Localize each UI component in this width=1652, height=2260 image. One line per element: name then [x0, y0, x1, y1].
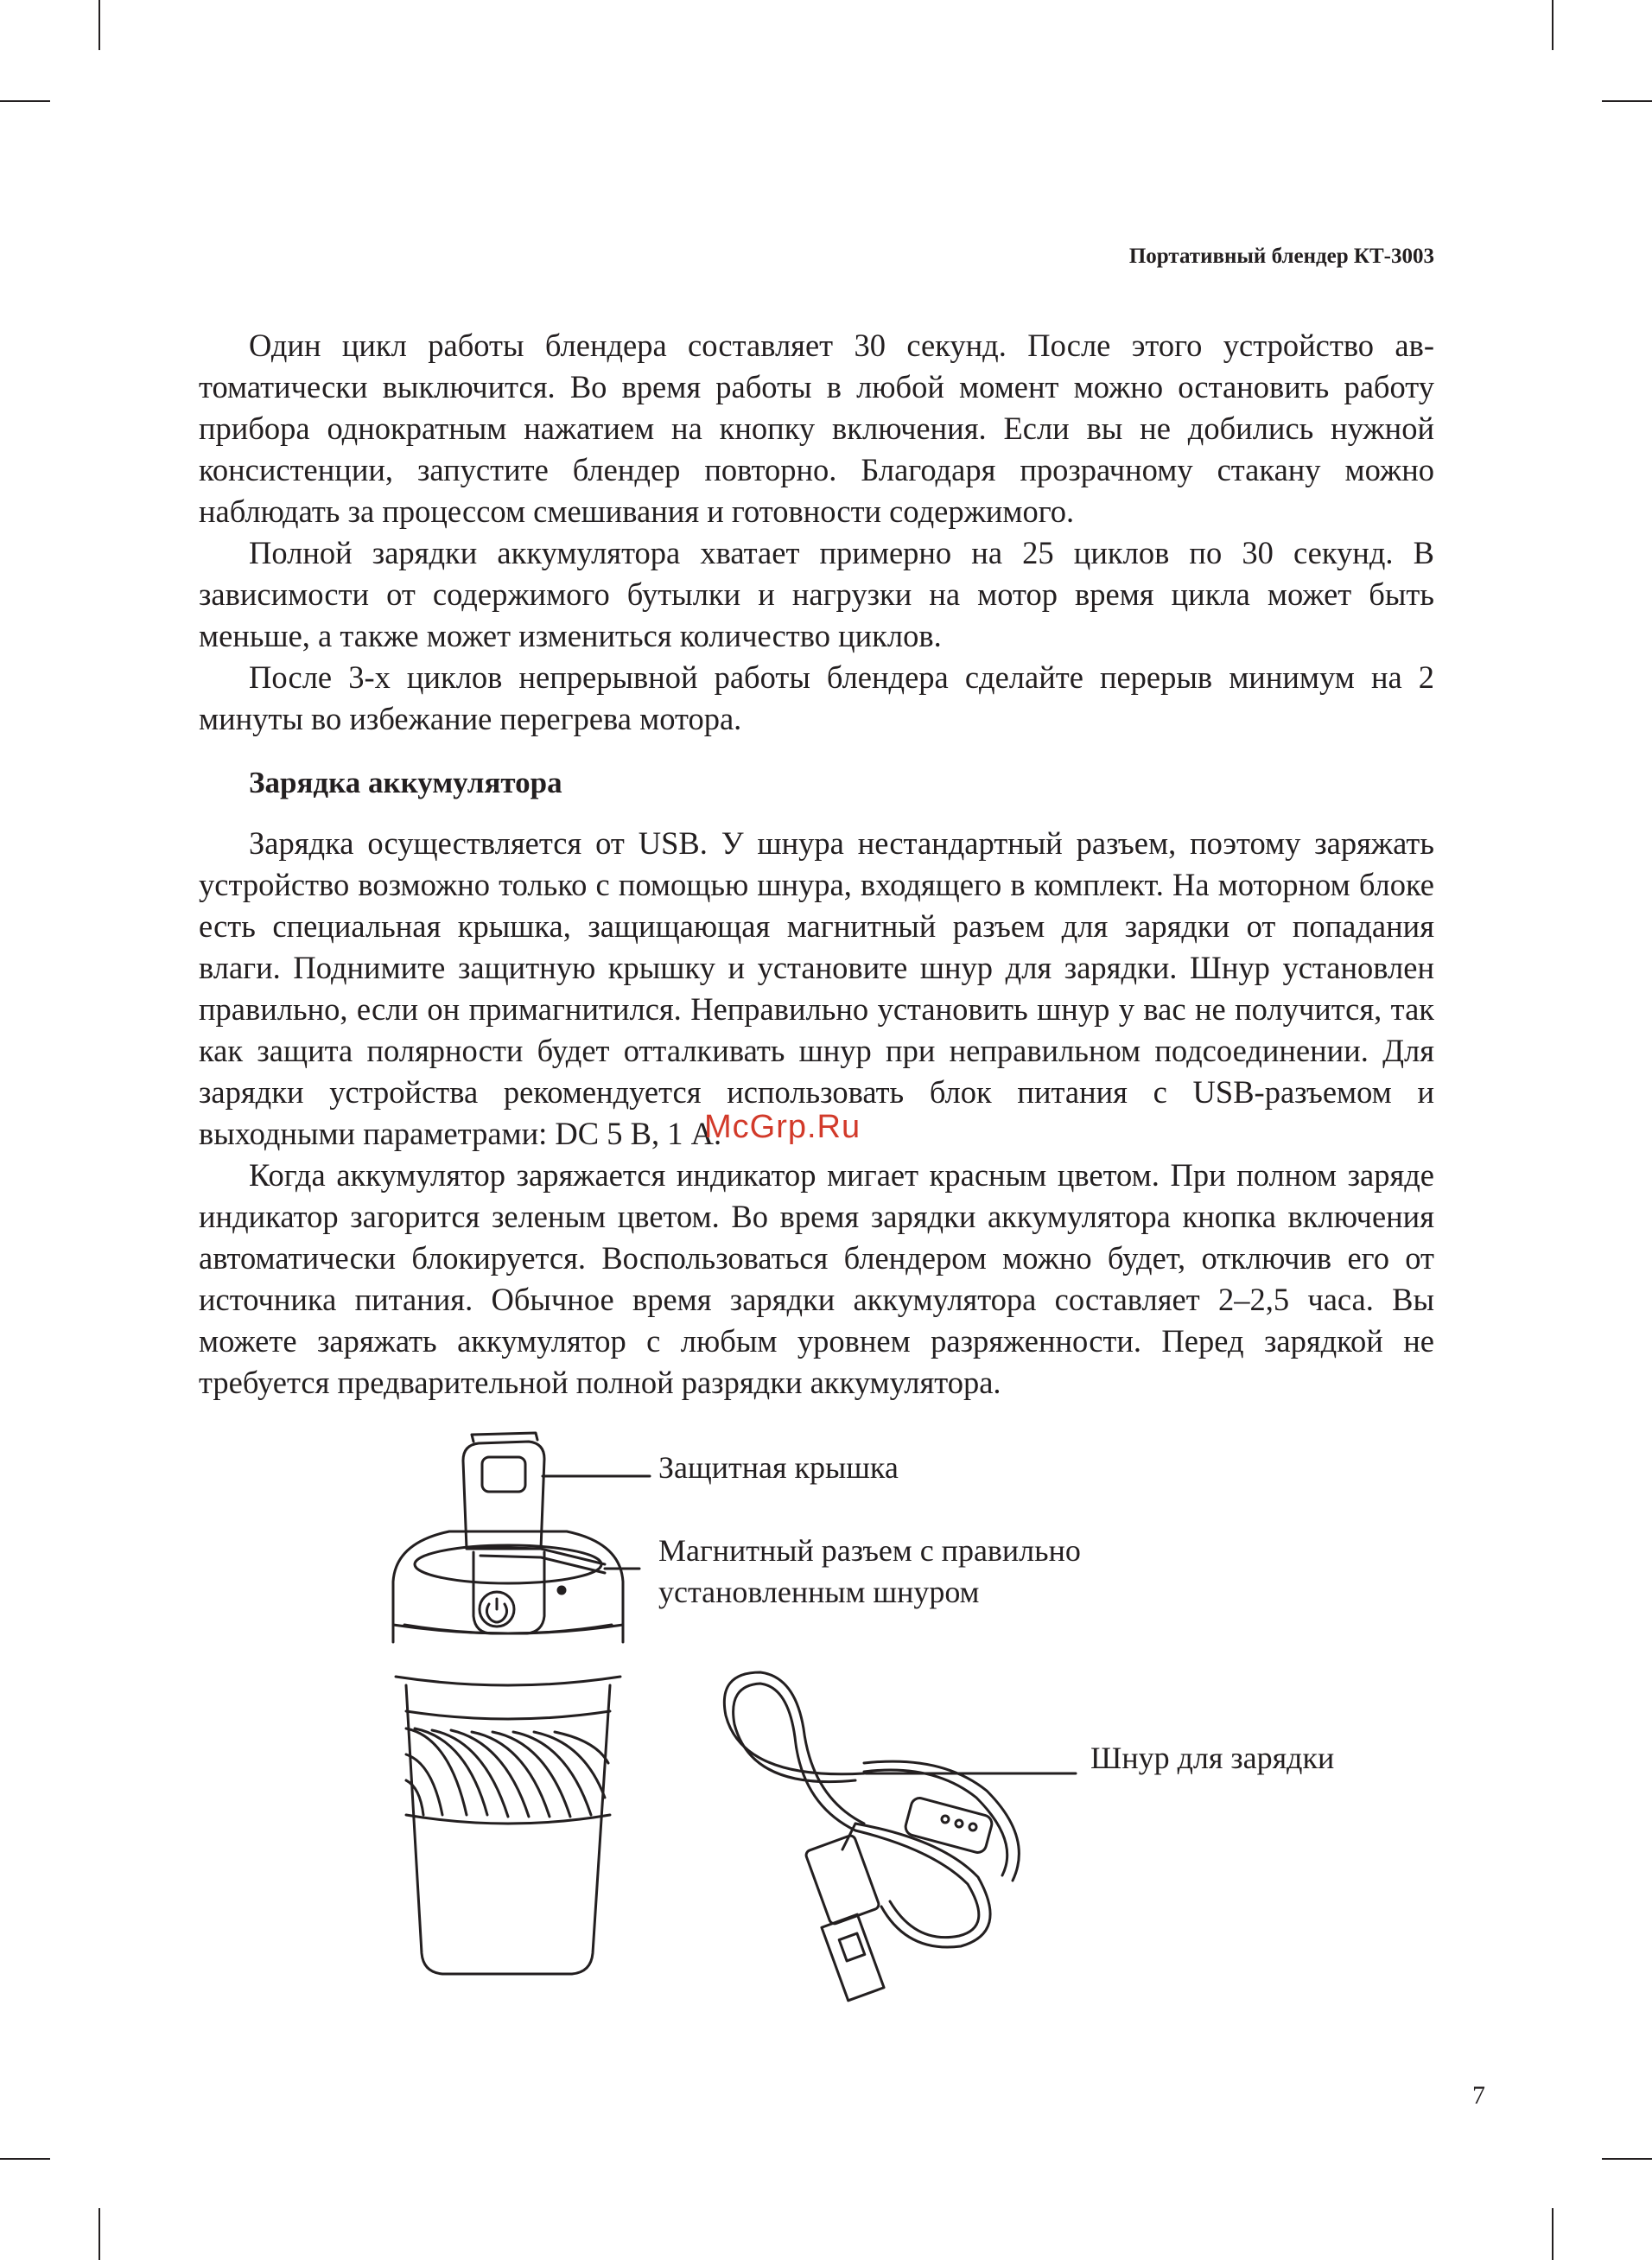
crop-mark: [98, 2208, 100, 2260]
crop-mark: [0, 2158, 50, 2160]
watermark: McGrp.Ru: [704, 1109, 861, 1145]
crop-mark: [98, 0, 100, 50]
bottle-body: [406, 1685, 610, 1974]
page-number: 7: [1472, 2081, 1485, 2110]
crop-mark: [0, 100, 50, 102]
body-text: [199, 325, 1434, 1404]
paragraph: Когда аккумулятор заряжается индикатор мигает красным цветом. При полном заряде индикатор загорится зеленым цветом. Во время зарядки аккумулятора кнопка включения автоматически блокируется. Воспользоваться блендером можно будет, отключив его от источника питания. Обычное время зарядки аккумулятора составляет 2–2,5 часа. Вы можете заряжать аккумулятор с любым уровнем разряженности. Перед зарядкой не требуется предварительной полной разрядки аккумулятора.: [199, 1157, 1434, 1400]
power-button-icon: [480, 1592, 514, 1627]
running-head: Портативный блендер КТ-3003: [1128, 245, 1434, 268]
crop-mark: [1552, 0, 1554, 50]
crop-mark: [1602, 2158, 1652, 2160]
bottle-rim-top: [393, 1625, 623, 1633]
label-magnetic-connector: Магнитный разъем с правильно: [658, 1533, 1081, 1568]
grip-band: [406, 1728, 608, 1817]
section-heading: Зарядка аккумулятора: [249, 766, 562, 799]
magnetic-connector: [480, 1547, 605, 1564]
label-charging-cable: Шнур для зарядки: [1090, 1741, 1335, 1775]
charging-cable: [724, 1672, 1019, 2001]
crop-mark: [1602, 100, 1652, 102]
paragraph: Зарядка осуществляется от USB. У шнура нестандартный разъем, поэтому заряжать устройство возможно только с помощью шнура, входящего в комплект. На моторном блоке есть специальная крышка, защищающая магнитный разъем для зарядки от попадания влаги. Поднимите защитную крышку и установите шнур для зарядки. Шнур установлен правильно, если он примагнитился. Неправильно установить шнур у вас не получится, так как защита полярности будет отталкивать шнур при неправильном подсоединении. Для зарядки устройства рекомендуется использовать блок питания с USB-разъемом и выходными параметрами: DC 5 В, 1 А.: [199, 825, 1434, 1151]
protective-cover: [463, 1442, 544, 1549]
paragraph: После 3-х циклов непрерывной работы блендера сделайте перерыв минимум на 2 минуты во избежание перегрева мотора.: [199, 659, 1434, 736]
crop-mark: [1552, 2208, 1554, 2260]
label-protective-cover: Защитная крышка: [658, 1450, 899, 1485]
paragraph: Один цикл работы блендера составляет 30 секунд. После этого устройство автоматически выключится. Во время работы в любой момент можно остановить работу прибора однократным нажатием на кнопку включения. Если вы не добились нужной консистенции, запустите блендер повторно. Благодаря прозрачному стакану можно наблюдать за процессом смешивания и готовности содержимого.: [199, 328, 1434, 529]
paragraph: Полной зарядки аккумулятора хватает примерно на 25 циклов по 30 секунд. В зависимости от содержимого бутылки и нагрузки на мотор время цикла может быть меньше, а также может измениться количество циклов.: [199, 535, 1434, 653]
motor-head: [393, 1531, 623, 1642]
label-magnetic-connector-2: установленным шнуром: [658, 1575, 980, 1609]
